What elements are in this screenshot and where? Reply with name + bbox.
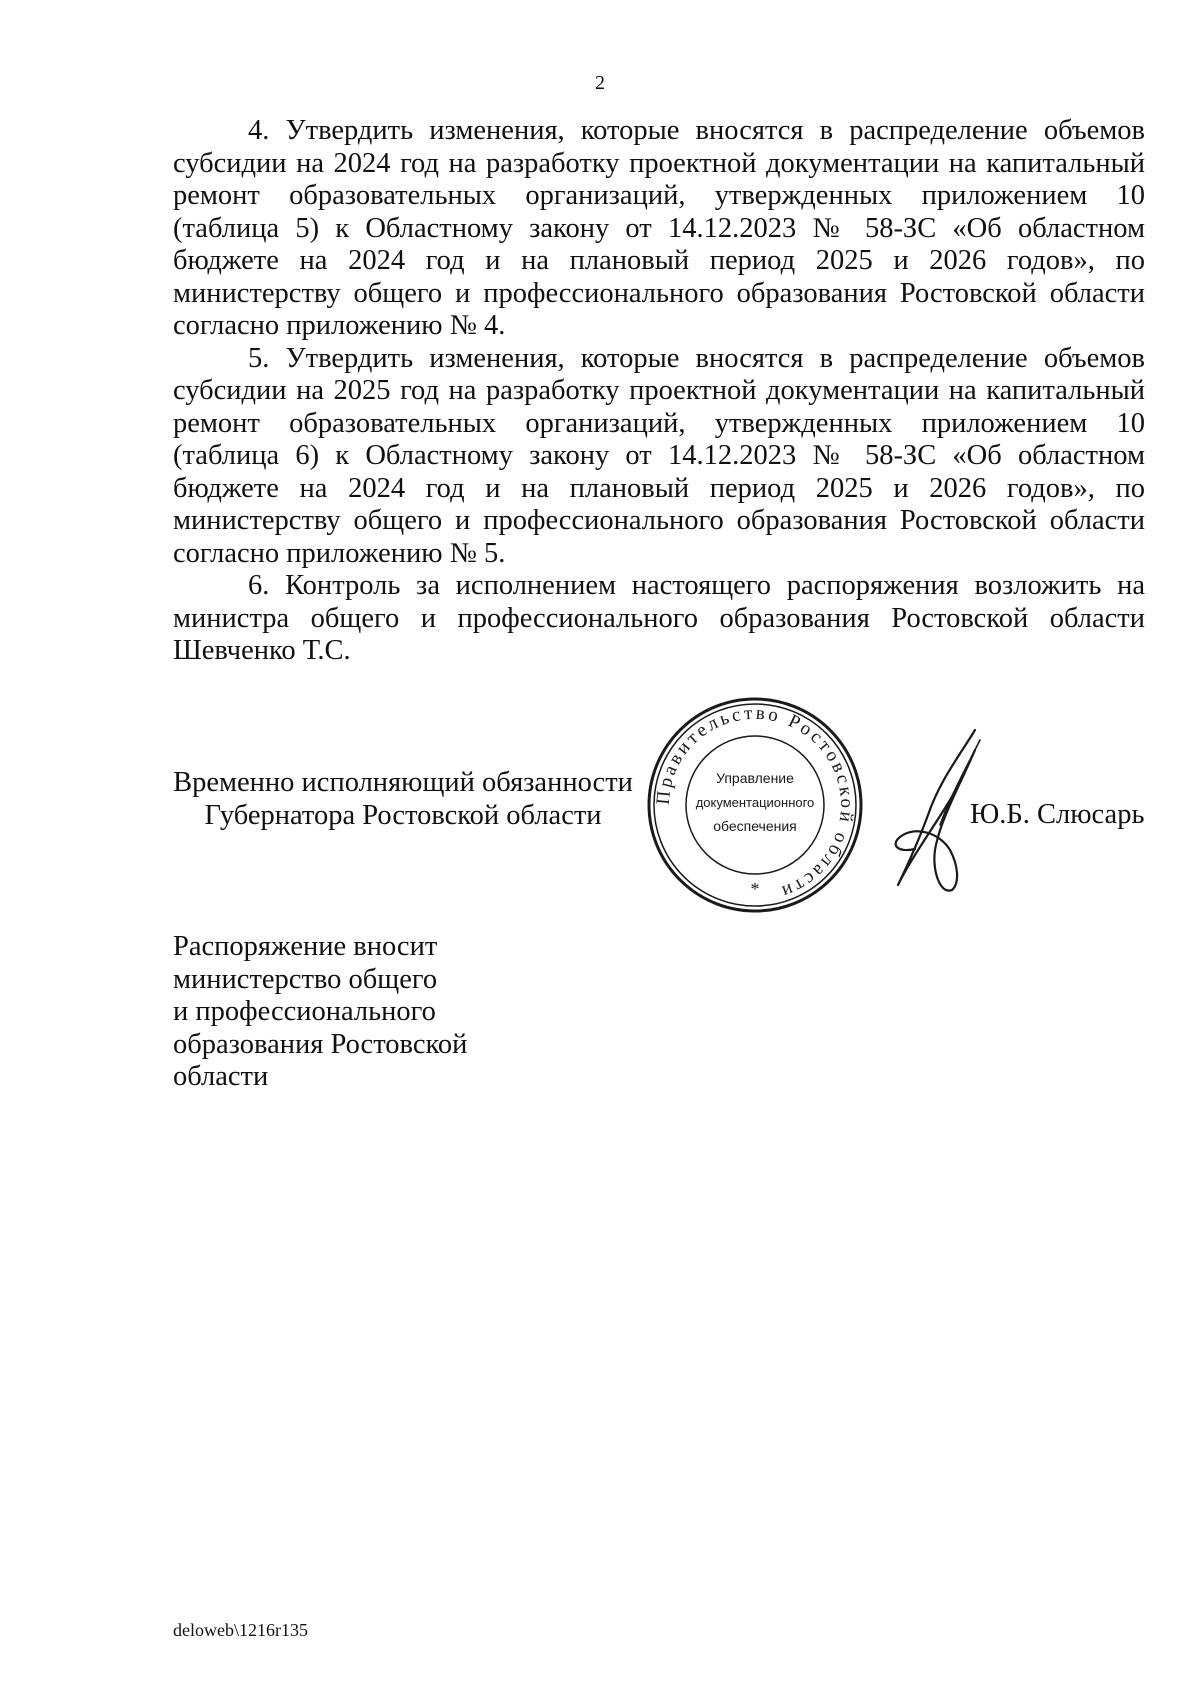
- position-line-1: Временно исполняющий обязанности: [173, 767, 633, 798]
- signatory-position: [173, 767, 633, 832]
- paragraph-5: 5. Утвердить изменения, которые вносятся в распределение объемов субсидии на 2025 год на разработку проектной документации на капитальный ремонт образовательных организаций, утвержденных приложением 10 (таблица 6) к Областному закону от 14.12.2023 № 58-ЗС «Об областном бюджете на 2024 год и на плановый период 2025 и 2026 годов», по министерству общего и профессионального образования Ростовской области согласно приложению № 5.: [173, 342, 1145, 569]
- position-line-2: Губернатора Ростовской области: [204, 799, 602, 831]
- submitter-line-5: области: [173, 1061, 269, 1092]
- submitter-line-2: министерство общего: [173, 963, 438, 995]
- paragraph-6: 6. Контроль за исполнением настоящего распоряжения возложить на министра общего и профессионального образования Ростовской области Шевченко Т.С.: [173, 570, 1145, 666]
- submitter-block: [173, 931, 573, 1094]
- submitter-line-1: Распоряжение вносит: [173, 931, 438, 962]
- seal-inner-line-3: обеспечения: [713, 818, 797, 834]
- seal-inner-line-1: Управление: [716, 770, 794, 786]
- document-body: [173, 115, 1145, 668]
- page-number: 2: [595, 72, 605, 94]
- seal-inner-line-2: документационного: [695, 795, 815, 810]
- paragraph-4: 4. Утвердить изменения, которые вносятся в распределение объемов субсидии на 2024 год на разработку проектной документации на капитальный ремонт образовательных организаций, утвержденных приложением 10 (таблица 5) к Областному закону от 14.12.2023 № 58-ЗС «Об областном бюджете на 2024 год и на плановый период 2025 и 2026 годов», по министерству общего и профессионального образования Ростовской области согласно приложению № 4.: [173, 115, 1145, 341]
- submitter-line-4: образования Ростовской: [173, 1028, 468, 1060]
- seal-star: *: [750, 879, 760, 899]
- seal-outer-text: Правительство Ростовской области: [652, 702, 858, 904]
- document-code: deloweb\1216r135: [173, 1620, 308, 1640]
- submitter-line-3: и профессионального: [173, 996, 436, 1027]
- signer-name: Ю.Б. Слюсарь: [970, 799, 1145, 830]
- official-seal: [645, 695, 865, 915]
